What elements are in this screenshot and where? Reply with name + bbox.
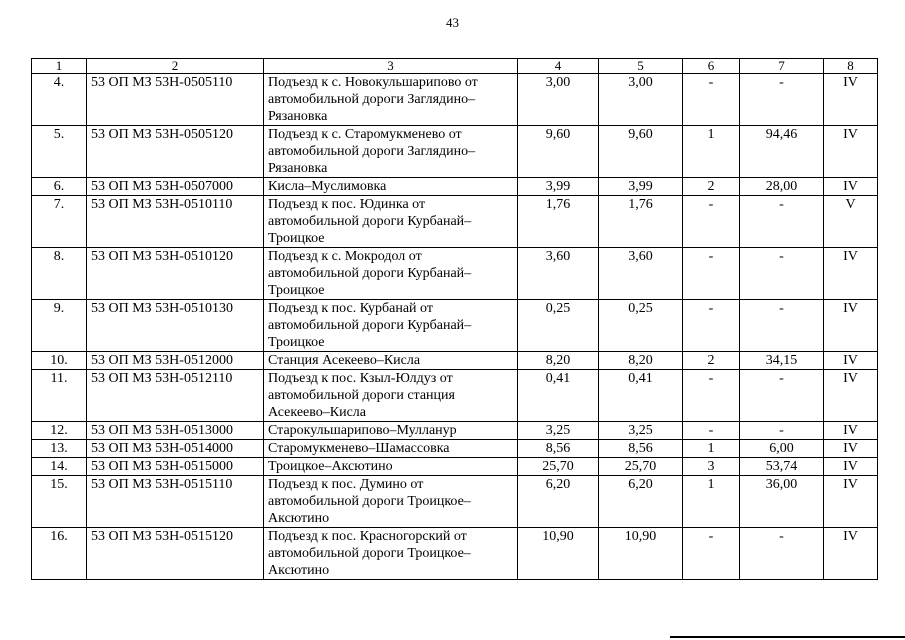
total-length-cell: 6,20 <box>599 476 683 528</box>
category-cell: IV <box>824 352 878 370</box>
table-row <box>32 528 878 580</box>
row-number-cell: 4. <box>32 74 87 126</box>
table-row <box>32 422 878 440</box>
structures-count-cell: 1 <box>683 440 740 458</box>
road-name-cell: Станция Асекеево–Кисла <box>264 352 518 370</box>
table-row <box>32 74 878 126</box>
category-cell: IV <box>824 440 878 458</box>
structures-area-cell: - <box>740 422 824 440</box>
road-name-cell: Старомукменево–Шамассовка <box>264 440 518 458</box>
total-length-cell: 3,60 <box>599 248 683 300</box>
table-row <box>32 352 878 370</box>
total-length-cell: 3,99 <box>599 178 683 196</box>
road-code-cell: 53 ОП МЗ 53Н-0515000 <box>87 458 264 476</box>
column-header: 7 <box>740 59 824 74</box>
table-row <box>32 126 878 178</box>
category-cell: IV <box>824 370 878 422</box>
table-row <box>32 370 878 422</box>
structures-count-cell: 2 <box>683 178 740 196</box>
road-name-cell: Старокульшарипово–Мулланур <box>264 422 518 440</box>
road-code-cell: 53 ОП МЗ 53Н-0512000 <box>87 352 264 370</box>
structures-count-cell: - <box>683 300 740 352</box>
total-length-cell: 10,90 <box>599 528 683 580</box>
road-code-cell: 53 ОП МЗ 53Н-0514000 <box>87 440 264 458</box>
length-cell: 25,70 <box>518 458 599 476</box>
table-row <box>32 300 878 352</box>
row-number-cell: 12. <box>32 422 87 440</box>
length-cell: 1,76 <box>518 196 599 248</box>
length-cell: 3,25 <box>518 422 599 440</box>
total-length-cell: 3,25 <box>599 422 683 440</box>
road-code-cell: 53 ОП МЗ 53Н-0515120 <box>87 528 264 580</box>
road-code-cell: 53 ОП МЗ 53Н-0510120 <box>87 248 264 300</box>
structures-area-cell: - <box>740 74 824 126</box>
category-cell: IV <box>824 300 878 352</box>
length-cell: 3,60 <box>518 248 599 300</box>
road-name-cell: Подъезд к пос. Юдинка от автомобильной дороги Курбанай–Троицкое <box>264 196 518 248</box>
structures-count-cell: - <box>683 196 740 248</box>
total-length-cell: 1,76 <box>599 196 683 248</box>
row-number-cell: 14. <box>32 458 87 476</box>
structures-area-cell: 34,15 <box>740 352 824 370</box>
row-number-cell: 10. <box>32 352 87 370</box>
road-code-cell: 53 ОП МЗ 53Н-0505120 <box>87 126 264 178</box>
road-name-cell: Подъезд к пос. Кзыл-Юлдуз от автомобильной дороги станция Асекеево–Кисла <box>264 370 518 422</box>
category-cell: IV <box>824 476 878 528</box>
structures-count-cell: 1 <box>683 126 740 178</box>
category-cell: IV <box>824 458 878 476</box>
column-header: 3 <box>264 59 518 74</box>
structures-area-cell: 6,00 <box>740 440 824 458</box>
length-cell: 3,00 <box>518 74 599 126</box>
road-name-cell: Подъезд к пос. Красногорский от автомобильной дороги Троицкое–Аксютино <box>264 528 518 580</box>
road-name-cell: Подъезд к с. Старомукменево от автомобильной дороги Заглядино–Рязановка <box>264 126 518 178</box>
structures-count-cell: - <box>683 422 740 440</box>
table-row <box>32 458 878 476</box>
column-header: 5 <box>599 59 683 74</box>
column-header: 2 <box>87 59 264 74</box>
table-row <box>32 476 878 528</box>
structures-count-cell: 2 <box>683 352 740 370</box>
total-length-cell: 9,60 <box>599 126 683 178</box>
length-cell: 10,90 <box>518 528 599 580</box>
structures-count-cell: - <box>683 528 740 580</box>
footer-rule <box>670 636 905 638</box>
row-number-cell: 15. <box>32 476 87 528</box>
road-name-cell: Троицкое–Аксютино <box>264 458 518 476</box>
category-cell: V <box>824 196 878 248</box>
road-code-cell: 53 ОП МЗ 53Н-0510130 <box>87 300 264 352</box>
row-number-cell: 11. <box>32 370 87 422</box>
structures-count-cell: - <box>683 248 740 300</box>
structures-area-cell: - <box>740 370 824 422</box>
structures-area-cell: - <box>740 300 824 352</box>
table-row <box>32 178 878 196</box>
category-cell: IV <box>824 178 878 196</box>
category-cell: IV <box>824 74 878 126</box>
road-name-cell: Кисла–Муслимовка <box>264 178 518 196</box>
total-length-cell: 3,00 <box>599 74 683 126</box>
length-cell: 8,20 <box>518 352 599 370</box>
table-row <box>32 196 878 248</box>
row-number-cell: 13. <box>32 440 87 458</box>
structures-count-cell: - <box>683 74 740 126</box>
column-header: 4 <box>518 59 599 74</box>
total-length-cell: 8,20 <box>599 352 683 370</box>
column-header: 6 <box>683 59 740 74</box>
structures-area-cell: - <box>740 196 824 248</box>
structures-count-cell: - <box>683 370 740 422</box>
table-header-row <box>32 59 878 74</box>
total-length-cell: 0,41 <box>599 370 683 422</box>
structures-area-cell: - <box>740 248 824 300</box>
table-body <box>32 59 878 580</box>
total-length-cell: 25,70 <box>599 458 683 476</box>
category-cell: IV <box>824 248 878 300</box>
total-length-cell: 8,56 <box>599 440 683 458</box>
row-number-cell: 8. <box>32 248 87 300</box>
row-number-cell: 5. <box>32 126 87 178</box>
length-cell: 9,60 <box>518 126 599 178</box>
category-cell: IV <box>824 126 878 178</box>
length-cell: 0,41 <box>518 370 599 422</box>
row-number-cell: 7. <box>32 196 87 248</box>
table-row <box>32 248 878 300</box>
category-cell: IV <box>824 422 878 440</box>
length-cell: 8,56 <box>518 440 599 458</box>
road-name-cell: Подъезд к с. Мокродол от автомобильной дороги Курбанай–Троицкое <box>264 248 518 300</box>
road-name-cell: Подъезд к с. Новокульшарипово от автомобильной дороги Заглядино–Рязановка <box>264 74 518 126</box>
road-code-cell: 53 ОП МЗ 53Н-0513000 <box>87 422 264 440</box>
structures-count-cell: 3 <box>683 458 740 476</box>
table-row <box>32 440 878 458</box>
row-number-cell: 16. <box>32 528 87 580</box>
column-header: 1 <box>32 59 87 74</box>
structures-area-cell: 36,00 <box>740 476 824 528</box>
length-cell: 0,25 <box>518 300 599 352</box>
structures-area-cell: - <box>740 528 824 580</box>
structures-count-cell: 1 <box>683 476 740 528</box>
road-code-cell: 53 ОП МЗ 53Н-0510110 <box>87 196 264 248</box>
structures-area-cell: 94,46 <box>740 126 824 178</box>
length-cell: 6,20 <box>518 476 599 528</box>
road-name-cell: Подъезд к пос. Думино от автомобильной дороги Троицкое–Аксютино <box>264 476 518 528</box>
road-code-cell: 53 ОП МЗ 53Н-0505110 <box>87 74 264 126</box>
road-code-cell: 53 ОП МЗ 53Н-0507000 <box>87 178 264 196</box>
road-code-cell: 53 ОП МЗ 53Н-0512110 <box>87 370 264 422</box>
length-cell: 3,99 <box>518 178 599 196</box>
category-cell: IV <box>824 528 878 580</box>
row-number-cell: 6. <box>32 178 87 196</box>
structures-area-cell: 28,00 <box>740 178 824 196</box>
road-code-cell: 53 ОП МЗ 53Н-0515110 <box>87 476 264 528</box>
row-number-cell: 9. <box>32 300 87 352</box>
structures-area-cell: 53,74 <box>740 458 824 476</box>
total-length-cell: 0,25 <box>599 300 683 352</box>
roads-table <box>31 58 878 580</box>
road-name-cell: Подъезд к пос. Курбанай от автомобильной дороги Курбанай–Троицкое <box>264 300 518 352</box>
page-number: 43 <box>446 15 459 30</box>
column-header: 8 <box>824 59 878 74</box>
